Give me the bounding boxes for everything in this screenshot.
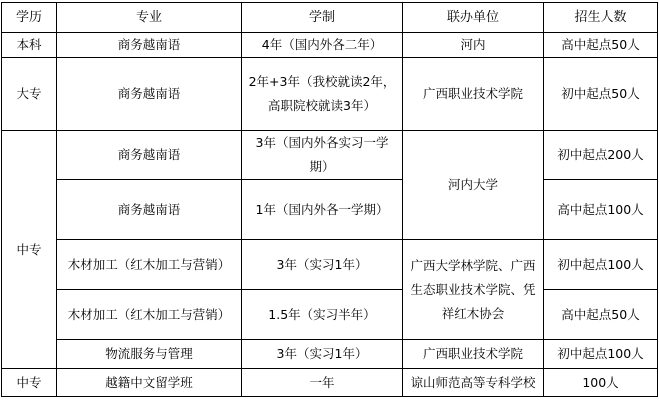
- table-row: [2, 240, 658, 290]
- cell-major: 商务越南语: [57, 33, 242, 58]
- table-row: [2, 33, 658, 58]
- header-row: [2, 3, 658, 33]
- table-row: [2, 369, 658, 397]
- header-major: 专业: [57, 3, 242, 33]
- table-row: [2, 290, 658, 340]
- cell-duration: 4年（国内外各二年）: [242, 33, 403, 58]
- cell-duration: 2年+3年（我校就读2年，高职院校就读3年）: [242, 58, 403, 131]
- cell-partner: 广西职业技术学院: [403, 58, 544, 131]
- cell-major: 商务越南语: [57, 131, 242, 180]
- cell-enrollment: 高中起点100人: [544, 180, 658, 240]
- table-row: [2, 58, 658, 131]
- table-row: [2, 340, 658, 369]
- cell-partner: 谅山师范高等专科学校: [403, 369, 544, 397]
- cell-partner: 河内大学: [403, 131, 544, 240]
- cell-partner: 广西职业技术学院: [403, 340, 544, 369]
- header-level: 学历: [2, 3, 57, 33]
- cell-duration: 3年（实习1年）: [242, 340, 403, 369]
- header-enrollment: 招生人数: [544, 3, 658, 33]
- cell-major: 物流服务与管理: [57, 340, 242, 369]
- cell-major: 越籍中文留学班: [57, 369, 242, 397]
- cell-enrollment: 初中起点100人: [544, 240, 658, 290]
- header-duration: 学制: [242, 3, 403, 33]
- cell-major: 木材加工（红木加工与营销）: [57, 240, 242, 290]
- cell-level: 中专: [2, 369, 57, 397]
- cell-level: 中专: [2, 131, 57, 369]
- cell-duration: 3年（国内外各实习一学期）: [242, 131, 403, 180]
- cell-level: 本科: [2, 33, 57, 58]
- cell-duration: 1年（国内外各一学期）: [242, 180, 403, 240]
- cell-duration: 3年（实习1年）: [242, 240, 403, 290]
- cell-major: 木材加工（红木加工与营销）: [57, 290, 242, 340]
- cell-enrollment: 高中起点50人: [544, 33, 658, 58]
- cell-duration: 一年: [242, 369, 403, 397]
- header-partner: 联办单位: [403, 3, 544, 33]
- cell-major: 商务越南语: [57, 58, 242, 131]
- cell-partner: 河内: [403, 33, 544, 58]
- cell-enrollment: 初中起点50人: [544, 58, 658, 131]
- cell-enrollment: 高中起点50人: [544, 290, 658, 340]
- cell-enrollment: 初中起点100人: [544, 340, 658, 369]
- table-row: [2, 180, 658, 240]
- cell-enrollment: 100人: [544, 369, 658, 397]
- cell-duration: 1.5年（实习半年）: [242, 290, 403, 340]
- table-row: [2, 131, 658, 180]
- cell-level: 大专: [2, 58, 57, 131]
- cell-partner: 广西大学林学院、广西生态职业技术学院、凭祥红木协会: [403, 240, 544, 340]
- enrollment-table: [1, 2, 658, 397]
- cell-enrollment: 初中起点200人: [544, 131, 658, 180]
- cell-major: 商务越南语: [57, 180, 242, 240]
